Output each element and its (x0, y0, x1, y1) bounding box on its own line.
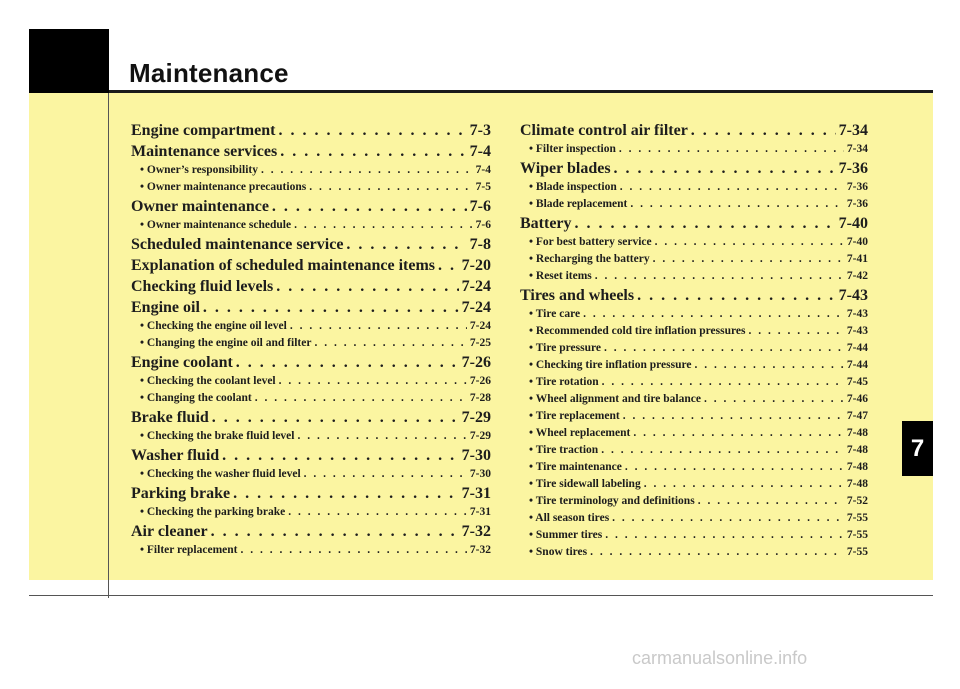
toc-entry-label: Climate control air filter (520, 122, 688, 139)
toc-subentry[interactable] (520, 340, 868, 357)
toc-page-number: 7-40 (846, 236, 868, 248)
toc-subentry[interactable] (131, 335, 491, 352)
dot-leader (633, 425, 844, 442)
toc-entry-label: • Wheel alignment and tire balance (529, 393, 701, 405)
toc-page-number: 7-55 (846, 529, 868, 541)
dot-leader (222, 445, 459, 466)
dot-leader (630, 196, 844, 213)
toc-page-number: 7-40 (838, 215, 868, 232)
toc-entry-label: • Owner’s responsibility (140, 164, 258, 176)
toc-entry[interactable] (520, 158, 868, 179)
toc-column-right (520, 120, 868, 561)
dot-leader (602, 374, 844, 391)
toc-entry[interactable] (520, 120, 868, 141)
toc-subentry[interactable] (131, 318, 491, 335)
toc-page-number: 7-32 (461, 523, 491, 540)
dot-leader (614, 158, 836, 179)
toc-entry-label: • Recommended cold tire inflation pressures (529, 325, 746, 337)
toc-entry-label: • Tire maintenance (529, 461, 622, 473)
toc-page-number: 7-24 (461, 278, 491, 295)
toc-page-number: 7-6 (469, 198, 491, 215)
toc-page-number: 7-20 (461, 257, 491, 274)
toc-subentry[interactable] (520, 179, 868, 196)
toc-entry-label: Explanation of scheduled maintenance items (131, 257, 436, 274)
dot-leader (211, 521, 459, 542)
toc-subentry[interactable] (520, 306, 868, 323)
toc-entry-label: • Checking the engine oil level (140, 320, 287, 332)
toc-page-number: 7-43 (846, 325, 868, 337)
toc-entry[interactable] (131, 445, 491, 466)
dot-leader (655, 234, 844, 251)
toc-page-number: 7-25 (469, 337, 491, 349)
toc-page-number: 7-24 (469, 320, 491, 332)
toc-subentry[interactable] (131, 466, 491, 483)
toc-subentry[interactable] (520, 459, 868, 476)
dot-leader (203, 297, 459, 318)
toc-entry-label: • Summer tires (529, 529, 603, 541)
toc-page-number: 7-26 (461, 354, 491, 371)
toc-page-number: 7-31 (469, 506, 491, 518)
dot-leader (694, 357, 843, 374)
toc-page-number: 7-29 (469, 430, 491, 442)
dot-leader (280, 141, 466, 162)
toc-page-number: 7-5 (475, 181, 491, 193)
dot-leader (605, 527, 844, 544)
toc-subentry[interactable] (131, 542, 491, 559)
chapter-tab[interactable]: 7 (902, 421, 933, 476)
toc-entry[interactable] (131, 297, 491, 318)
dot-leader (290, 318, 467, 335)
dot-leader (698, 493, 844, 510)
toc-entry-label: • Filter inspection (529, 143, 616, 155)
toc-page-number: 7-43 (838, 287, 868, 304)
dot-leader (604, 340, 844, 357)
toc-entry[interactable] (131, 483, 491, 504)
toc-page-number: 7-52 (846, 495, 868, 507)
toc-entry-label: Maintenance services (131, 143, 278, 160)
toc-subentry[interactable] (520, 425, 868, 442)
toc-page-number: 7-36 (846, 198, 868, 210)
toc-page-number: 7-44 (846, 359, 868, 371)
toc-page-number: 7-36 (846, 181, 868, 193)
toc-entry-label: • Owner maintenance schedule (140, 219, 292, 231)
toc-entry-label: Checking fluid levels (131, 278, 274, 295)
toc-page-number: 7-34 (846, 143, 868, 155)
toc-page-number: 7-31 (461, 485, 491, 502)
toc-subentry[interactable] (520, 391, 868, 408)
watermark: carmanualsonline.info (632, 648, 808, 668)
dot-leader (595, 268, 844, 285)
toc-entry[interactable] (131, 255, 491, 276)
dot-leader (625, 459, 844, 476)
dot-leader (288, 504, 467, 521)
toc-entry-label: • Checking the washer fluid level (140, 468, 301, 480)
toc-subentry[interactable] (520, 442, 868, 459)
toc-page-number: 7-8 (469, 236, 491, 253)
toc-entry-label: • Filter replacement (140, 544, 238, 556)
toc-subentry[interactable] (131, 390, 491, 407)
dot-leader (590, 544, 844, 561)
toc-entry[interactable] (131, 276, 491, 297)
toc-page-number: 7-48 (846, 478, 868, 490)
toc-page-number: 7-48 (846, 427, 868, 439)
toc-entry-label: Washer fluid (131, 447, 220, 464)
toc-entry-label: Brake fluid (131, 409, 209, 426)
toc-entry-label: • Wheel replacement (529, 427, 631, 439)
toc-subentry[interactable] (520, 374, 868, 391)
toc-subentry[interactable] (520, 268, 868, 285)
toc-page-number: 7-55 (846, 512, 868, 524)
dot-leader (309, 179, 472, 196)
dot-leader (620, 179, 844, 196)
toc-subentry[interactable] (131, 504, 491, 521)
dot-leader (612, 510, 844, 527)
toc-subentry[interactable] (520, 527, 868, 544)
toc-entry[interactable] (131, 407, 491, 428)
dot-leader (298, 428, 467, 445)
toc-subentry[interactable] (520, 408, 868, 425)
dot-leader (644, 476, 844, 493)
toc-entry-label: • Changing the coolant (140, 392, 252, 404)
toc-entry-label: • Checking the parking brake (140, 506, 286, 518)
dot-leader (276, 276, 458, 297)
toc-page-number: 7-4 (475, 164, 491, 176)
toc-page-number: 7-44 (846, 342, 868, 354)
toc-page-number: 7-46 (846, 393, 868, 405)
toc-page-number: 7-24 (461, 299, 491, 316)
toc-entry[interactable] (131, 352, 491, 373)
toc-entry-label: • Tire replacement (529, 410, 620, 422)
toc-entry-label: • Tire care (529, 308, 581, 320)
toc-entry-label: Engine compartment (131, 122, 276, 139)
toc-page-number: 7-34 (838, 122, 868, 139)
toc-page-number: 7-47 (846, 410, 868, 422)
dot-leader (212, 407, 459, 428)
toc-entry-label: • Reset items (529, 270, 592, 282)
toc-entry-label: Battery (520, 215, 572, 232)
toc-entry-label: Engine coolant (131, 354, 233, 371)
toc-entry-label: • Tire terminology and definitions (529, 495, 695, 507)
toc-subentry[interactable] (131, 428, 491, 445)
toc-page-number: 7-32 (469, 544, 491, 556)
dot-leader (261, 162, 473, 179)
toc-subentry[interactable] (131, 162, 491, 179)
toc-entry[interactable] (131, 120, 491, 141)
toc-entry[interactable] (131, 196, 491, 217)
toc-subentry[interactable] (131, 179, 491, 196)
dot-leader (575, 213, 836, 234)
toc-entry-label: • Snow tires (529, 546, 588, 558)
toc-page-number: 7-28 (469, 392, 491, 404)
toc-entry-label: Wiper blades (520, 160, 611, 177)
margin-divider (108, 93, 109, 598)
toc-entry-label: • Checking the brake fluid level (140, 430, 295, 442)
toc-entry-label: Owner maintenance (131, 198, 269, 215)
dot-leader (233, 483, 459, 504)
toc-subentry[interactable] (520, 323, 868, 340)
dot-leader (279, 373, 467, 390)
toc-page-number: 7-48 (846, 444, 868, 456)
toc-page-number: 7-26 (469, 375, 491, 387)
dot-leader (255, 390, 467, 407)
toc-entry-label: • Checking the coolant level (140, 375, 276, 387)
toc-page-number: 7-42 (846, 270, 868, 282)
toc-entry-label: • Recharging the battery (529, 253, 650, 265)
dot-leader (619, 141, 844, 158)
dot-leader (294, 217, 473, 234)
dot-leader (704, 391, 844, 408)
toc-entry[interactable] (520, 285, 868, 306)
toc-subentry[interactable] (131, 217, 491, 234)
toc-page-number: 7-30 (469, 468, 491, 480)
toc-entry-label: • Changing the engine oil and filter (140, 337, 312, 349)
toc-entry-label: Air cleaner (131, 523, 208, 540)
page-title: Maintenance (129, 58, 289, 88)
dot-leader (691, 120, 836, 141)
toc-page-number: 7-6 (475, 219, 491, 231)
toc-subentry[interactable] (520, 510, 868, 527)
dot-leader (278, 120, 466, 141)
toc-page-number: 7-29 (461, 409, 491, 426)
toc-entry-label: Scheduled maintenance service (131, 236, 344, 253)
toc-entry-label: • Tire rotation (529, 376, 599, 388)
dot-leader (314, 335, 466, 352)
toc-entry-label: • Owner maintenance precautions (140, 181, 307, 193)
toc-entry-label: • Tire traction (529, 444, 599, 456)
toc-subentry[interactable] (520, 251, 868, 268)
toc-entry-label: Tires and wheels (520, 287, 635, 304)
toc-page-number: 7-55 (846, 546, 868, 558)
dot-leader (623, 408, 844, 425)
toc-entry-label: • Blade replacement (529, 198, 628, 210)
toc-entry[interactable] (131, 141, 491, 162)
toc-page-number: 7-41 (846, 253, 868, 265)
toc-column-left (131, 120, 491, 559)
toc-entry-label: • Checking tire inflation pressure (529, 359, 692, 371)
dot-leader (304, 466, 467, 483)
footer-divider (29, 595, 933, 596)
toc-subentry[interactable] (520, 141, 868, 158)
toc-page-number: 7-36 (838, 160, 868, 177)
dot-leader (346, 234, 466, 255)
dot-leader (438, 255, 459, 276)
dot-leader (748, 323, 843, 340)
toc-page-number: 7-30 (461, 447, 491, 464)
toc-entry-label: • For best battery service (529, 236, 652, 248)
header-black-block (29, 29, 109, 93)
toc-entry-label: Engine oil (131, 299, 200, 316)
toc-page-number: 7-3 (469, 122, 491, 139)
toc-subentry[interactable] (520, 493, 868, 510)
toc-entry-label: Parking brake (131, 485, 231, 502)
toc-subentry[interactable] (520, 196, 868, 213)
toc-subentry[interactable] (131, 373, 491, 390)
dot-leader (583, 306, 844, 323)
dot-leader (240, 542, 466, 559)
toc-subentry[interactable] (520, 544, 868, 561)
dot-leader (601, 442, 844, 459)
header-bar (109, 29, 933, 93)
dot-leader (236, 352, 459, 373)
toc-subentry[interactable] (520, 234, 868, 251)
toc-page-number: 7-45 (846, 376, 868, 388)
toc-entry-label: • Tire sidewall labeling (529, 478, 641, 490)
toc-entry-label: • Tire pressure (529, 342, 601, 354)
dot-leader (653, 251, 844, 268)
toc-subentry[interactable] (520, 357, 868, 374)
toc-subentry[interactable] (520, 476, 868, 493)
dot-leader (637, 285, 836, 306)
dot-leader (272, 196, 467, 217)
toc-entry[interactable] (520, 213, 868, 234)
toc-entry-label: • Blade inspection (529, 181, 617, 193)
toc-page-number: 7-4 (469, 143, 491, 160)
toc-entry[interactable] (131, 521, 491, 542)
toc-page-number: 7-43 (846, 308, 868, 320)
toc-page-number: 7-48 (846, 461, 868, 473)
toc-entry-label: • All season tires (529, 512, 610, 524)
toc-entry[interactable] (131, 234, 491, 255)
